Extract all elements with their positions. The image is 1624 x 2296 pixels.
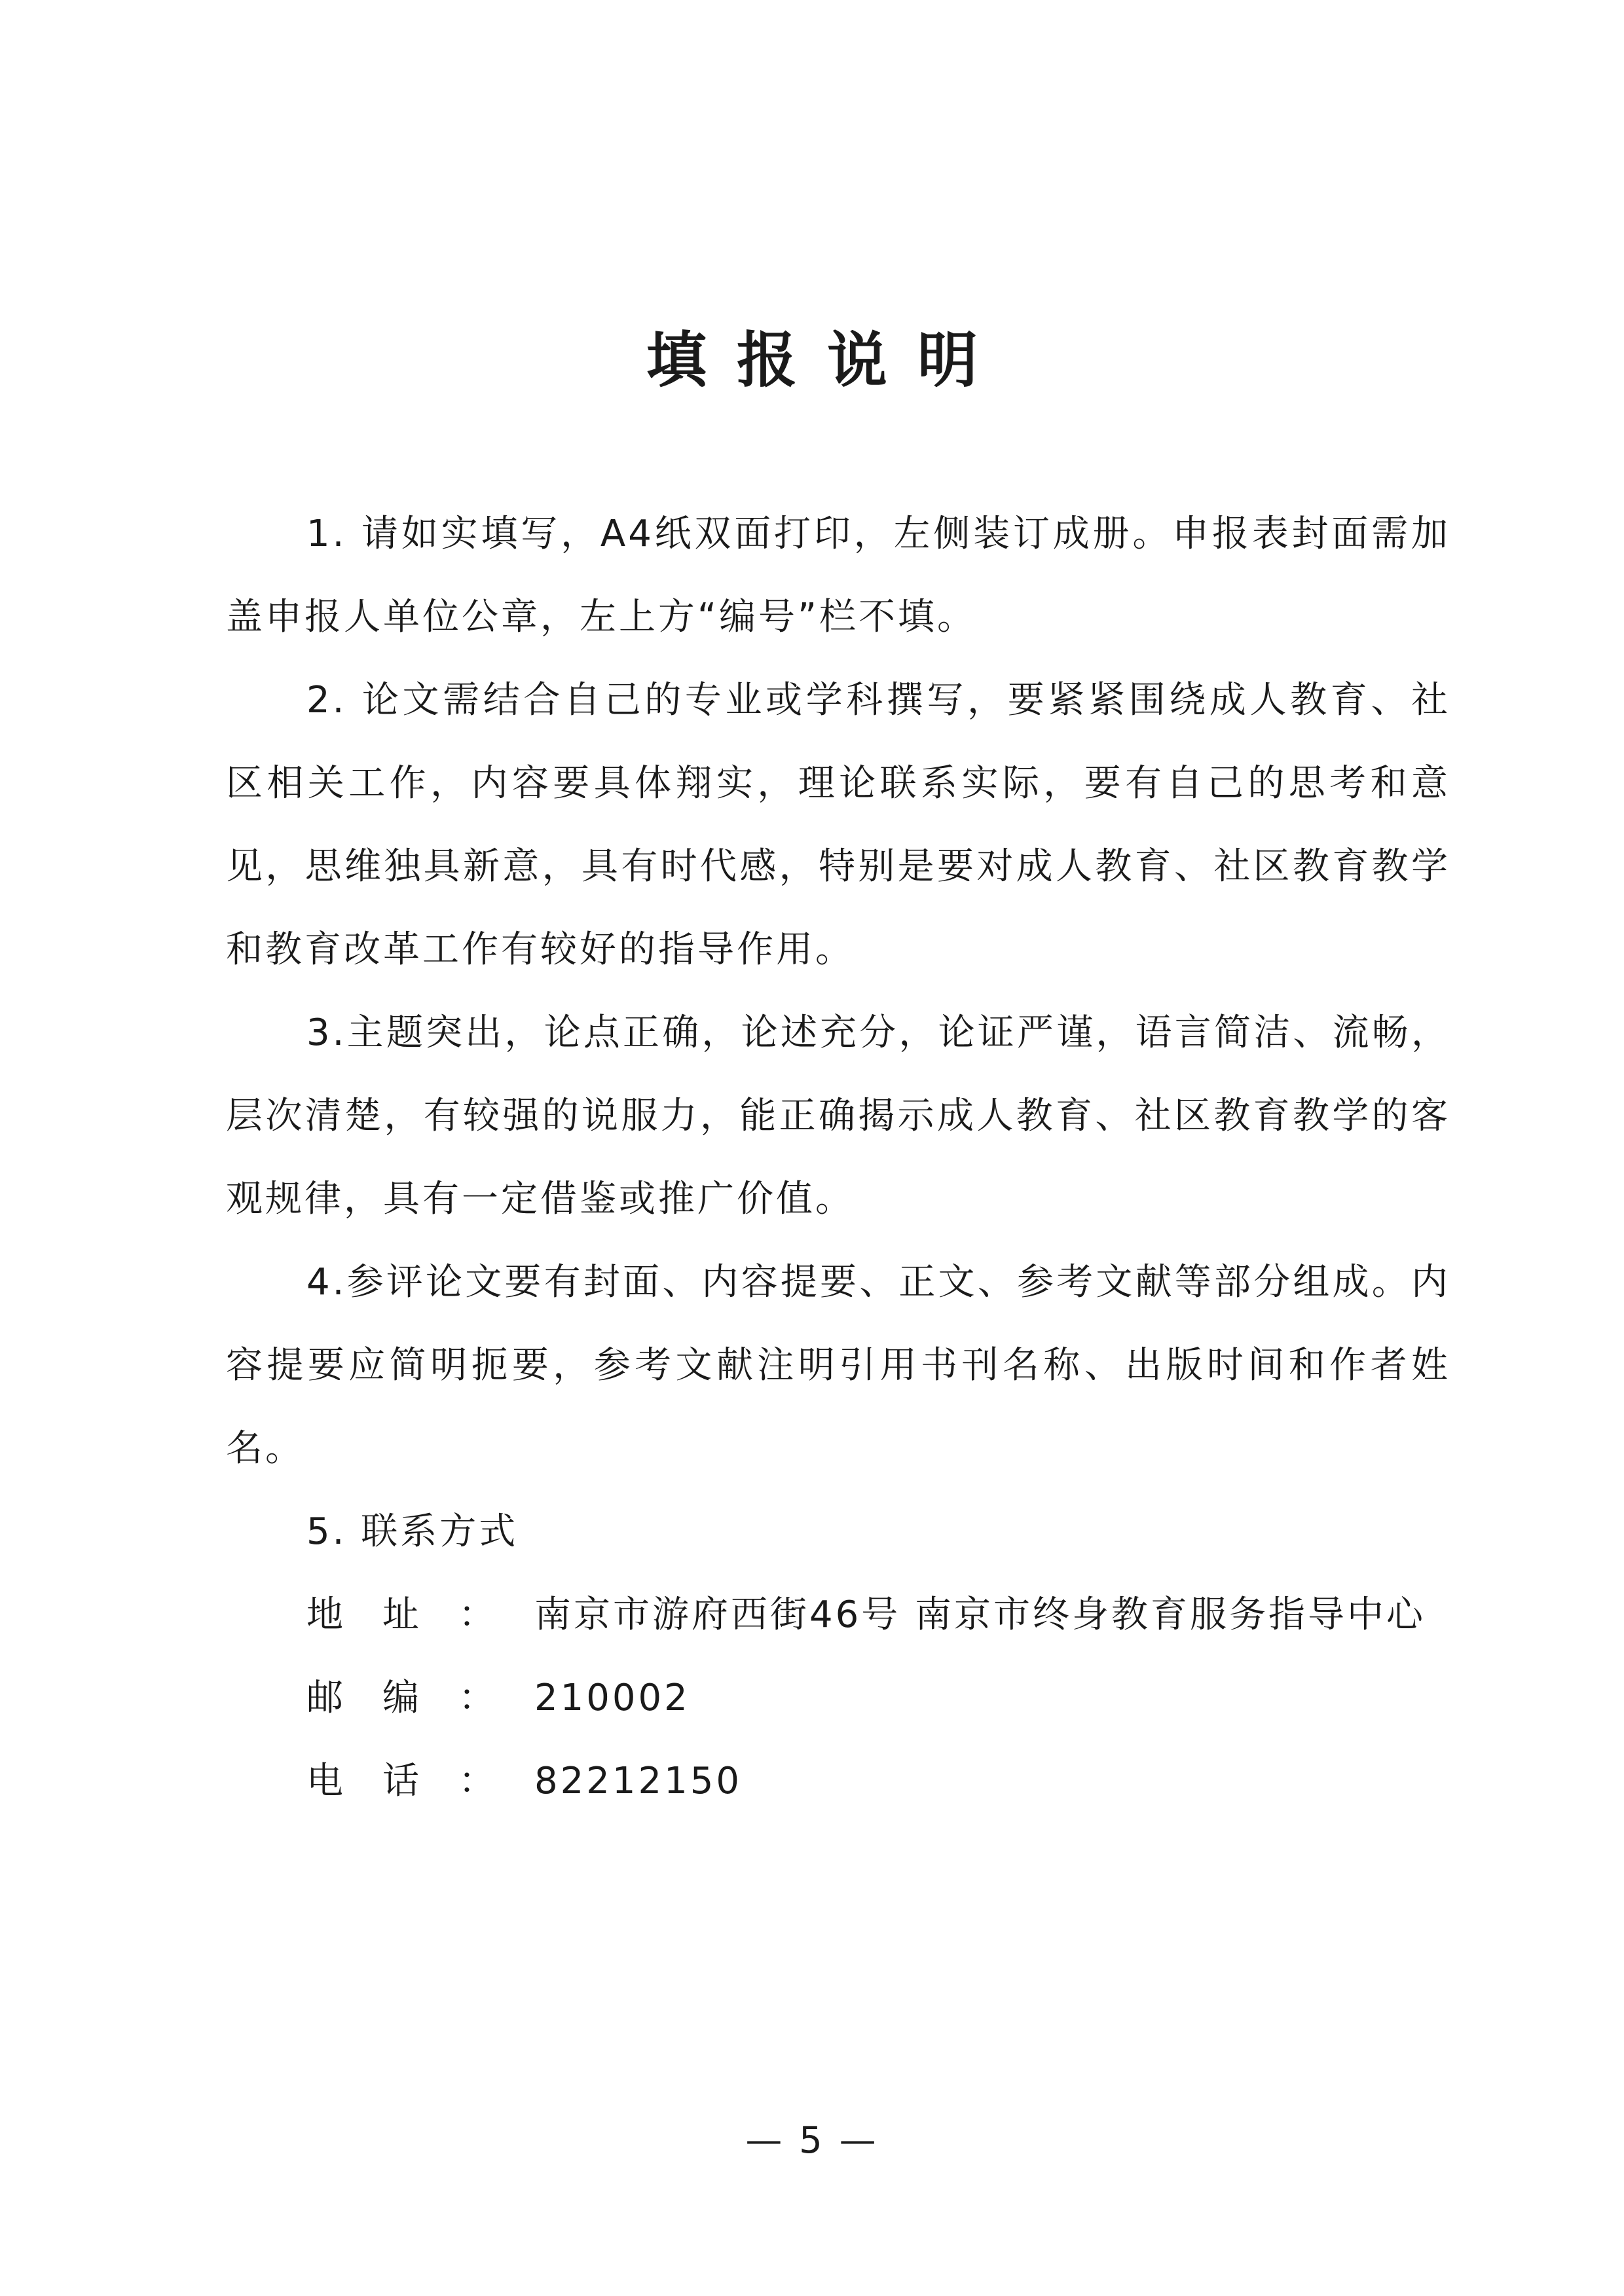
contact-postcode-value: 210002: [534, 1677, 690, 1719]
contact-postcode-label: 邮编：: [306, 1677, 534, 1719]
instruction-paragraph-4: 4.参评论文要有封面、内容提要、正文、参考文献等部分组成。内容提要应简明扼要，参考文献注明引用书刊名称、出版时间和作者姓名。: [226, 1261, 1450, 1470]
contact-phone-label: 电话：: [306, 1760, 534, 1802]
contact-heading: 5. 联系方式: [306, 1510, 519, 1553]
page-number: — 5 —: [745, 2119, 879, 2162]
instructions-body: [226, 492, 1450, 1823]
instruction-paragraph-3: 3.主题突出，论点正确，论述充分，论证严谨，语言简洁、流畅，层次清楚，有较强的说服力，能正确揭示成人教育、社区教育教学的客观规律，具有一定借鉴或推广价值。: [226, 1011, 1450, 1220]
instruction-paragraph-1: 1. 请如实填写，A4纸双面打印，左侧装订成册。申报表封面需加盖申报人单位公章，左上方“编号”栏不填。: [226, 513, 1450, 638]
contact-phone-row: [226, 1740, 1450, 1823]
contact-address-label: 地址：: [306, 1594, 534, 1636]
contact-address-value: 南京市游府西街46号 南京市终身教育服务指导中心: [534, 1594, 1426, 1636]
contact-address-row: [226, 1573, 1450, 1656]
instruction-paragraph-2: 2. 论文需结合自己的专业或学科撰写，要紧紧围绕成人教育、社区相关工作，内容要具体翔实，理论联系实际，要有自己的思考和意见，思维独具新意，具有时代感，特别是要对成人教育、社区教育教学和教育改革工作有较好的指导作用。: [226, 679, 1450, 971]
contact-postcode-row: [226, 1656, 1450, 1740]
contact-phone-value: 82212150: [534, 1760, 743, 1802]
page-title: 填报说明: [646, 325, 1008, 395]
